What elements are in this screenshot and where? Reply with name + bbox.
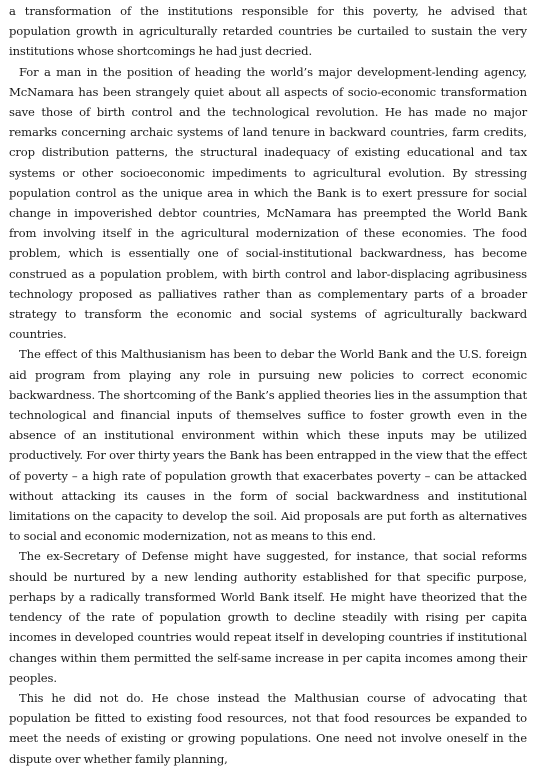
paragraph-1: a transformation of the institutions responsible for this poverty, he advised that population growth in agriculturally retarded countries be curtailed to sustain the very institutions whose shortcomings he had just decried. [9, 4, 527, 59]
paragraph-3: The effect of this Malthusianism has been to debar the World Bank and the U.S. foreign aid program from playing any role in pursuing new policies to correct economic backwardness. The shortcoming of the Bank’s applied theories lies in the assumption that technological and financial inputs of themselves suffice to foster growth even in the absence of an institutional environment within which these inputs may be utilized productively. For over thirty years the Bank has been entrapped in the view that the effect of poverty – a high rate of population growth that exacerbates poverty – can be attacked without attacking its causes in the form of social backwardness and institutional limitations on the capacity to develop the soil. Aid proposals are put forth as alternatives to social and economic modernization, not as means to this end. [9, 347, 527, 544]
paragraph-2: For a man in the position of heading the world’s major development-lending agency, McNamara has been strangely quiet about all aspects of socio-economic transformation save those of birth control and the technological revolution. He has made no major remarks concerning archaic systems of land tenure in backward countries, farm credits, crop distribution patterns, the structural inadequacy of existing educational and tax systems or other socioeconomic impediments to agricultural evolution. By stressing population control as the unique area in which the Bank is to exert pressure for social change in impoverished debtor countries, McNamara has preempted the World Bank from involving itself in the agricultural modernization of these economies. The food problem, which is essentially one of social-institutional backwardness, has become construed as a population problem, with birth control and labor-displacing agribusiness technology proposed as palliatives rather than as complementary parts of a broader strategy to transform the economic and social systems of agriculturally backward countries. [9, 64, 527, 342]
paragraph-4: The ex-Secretary of Defense might have suggested, for instance, that social reforms should be nurtured by a new lending authority established for that specific purpose, perhaps by a radically transformed World Bank itself. He might have theorized that the tendency of the rate of population growth to decline steadily with rising per capita incomes in developed countries would repeat itself in developing countries if institutional changes within them permitted the self-same increase in per capita incomes among their peoples. [9, 549, 527, 685]
paragraph-5: This he did not do. He chose instead the Malthusian course of advocating that population be fitted to existing food resources, not that food resources be expanded to meet the needs of existing or growing populations. One need not involve oneself in the dispute over whether family planning, [9, 690, 527, 766]
